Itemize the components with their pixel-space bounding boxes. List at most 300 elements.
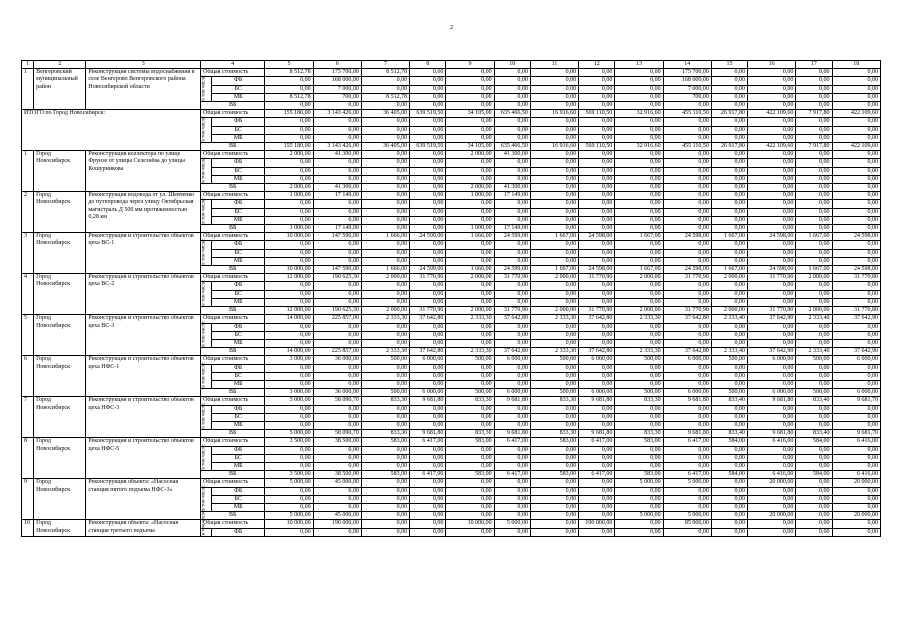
value-cell: 0,00	[832, 487, 880, 495]
value-cell: 20 000,00	[748, 479, 796, 487]
value-cell: 31 770,90	[748, 307, 796, 315]
value-cell: 0,00	[663, 528, 711, 536]
value-cell: 0,00	[663, 454, 711, 462]
value-cell: 0,00	[313, 216, 361, 224]
value-cell: 20 000,00	[748, 512, 796, 520]
value-cell: 0,00	[615, 282, 663, 290]
value-cell: 0,00	[579, 413, 615, 421]
value-cell: 168 000,00	[313, 77, 361, 85]
value-cell: 0,00	[748, 323, 796, 331]
value-cell: 584,00	[796, 471, 832, 479]
value-cell: 9 681,80	[663, 430, 711, 438]
value-cell: 0,00	[410, 225, 446, 233]
value-cell: 0,00	[663, 380, 711, 388]
value-cell: 24 598,00	[579, 266, 615, 274]
value-cell: 0,00	[410, 339, 446, 347]
value-cell: 2 333,40	[796, 315, 832, 323]
incl-label: в том числе:	[201, 446, 212, 471]
value-cell: 583,00	[530, 471, 578, 479]
value-cell: 0,00	[615, 69, 663, 77]
value-cell: 0,00	[494, 208, 530, 216]
value-cell: 0,00	[615, 175, 663, 183]
value-cell: 1 667,00	[796, 233, 832, 241]
value-cell: 0,00	[530, 151, 578, 159]
value-cell: 0,00	[530, 208, 578, 216]
value-cell: 0,00	[361, 102, 409, 110]
value-cell: 2 333,40	[711, 315, 747, 323]
header-cell: 4	[201, 61, 265, 69]
value-cell: 45 000,00	[313, 512, 361, 520]
value-cell: 37 642,80	[579, 315, 615, 323]
value-cell: 833,30	[446, 397, 494, 405]
value-cell: 0,00	[796, 413, 832, 421]
value-cell: 0,00	[313, 323, 361, 331]
municipality: Город Новосибирск	[34, 233, 86, 274]
value-cell: 0,00	[615, 520, 663, 528]
value-cell: 100 000,00	[579, 520, 615, 528]
value-cell: 0,00	[410, 257, 446, 265]
value-cell: 0,00	[615, 200, 663, 208]
value-cell: 8 512,78	[361, 93, 409, 101]
value-cell: 0,00	[579, 118, 615, 126]
value-cell: 0,00	[748, 257, 796, 265]
value-cell: 2 000,00	[796, 274, 832, 282]
source-label: БС	[212, 167, 265, 175]
value-cell: 0,00	[446, 405, 494, 413]
value-cell: 0,00	[832, 495, 880, 503]
header-cell: 18	[832, 61, 880, 69]
header-cell: 16	[748, 61, 796, 69]
value-cell: 0,00	[530, 102, 578, 110]
source-label: БС	[212, 85, 265, 93]
value-cell: 0,00	[530, 282, 578, 290]
value-cell: 17 149,00	[494, 192, 530, 200]
row-number: 1	[22, 151, 34, 192]
value-cell: 0,00	[494, 512, 530, 520]
value-cell: 0,00	[313, 126, 361, 134]
value-cell: 584,00	[796, 438, 832, 446]
value-cell: 0,00	[361, 241, 409, 249]
value-cell: 0,00	[494, 487, 530, 495]
value-cell: 0,00	[748, 528, 796, 536]
value-cell: 0,00	[579, 200, 615, 208]
value-cell: 0,00	[796, 159, 832, 167]
value-cell: 24 599,00	[494, 266, 530, 274]
value-cell: 2 000,00	[446, 307, 494, 315]
value-cell: 0,00	[711, 216, 747, 224]
value-cell: 41 300,00	[313, 151, 361, 159]
value-cell: 500,00	[615, 389, 663, 397]
row-number: 6	[22, 356, 34, 397]
object-name: Реконструкция системы водоснабжения в селе Венгерово Венгеровского района Новосибирской области	[86, 69, 201, 110]
value-cell: 0,00	[579, 134, 615, 142]
source-label: БС	[212, 249, 265, 257]
value-cell: 0,00	[615, 102, 663, 110]
value-cell: 0,00	[711, 159, 747, 167]
value-cell: 31 770,90	[494, 307, 530, 315]
value-cell: 31 770,90	[410, 307, 446, 315]
value-cell: 0,00	[313, 339, 361, 347]
value-cell: 24 598,00	[663, 233, 711, 241]
value-cell: 10 000,00	[446, 520, 494, 528]
value-cell: 0,00	[410, 298, 446, 306]
value-cell: 0,00	[663, 421, 711, 429]
value-cell: 0,00	[579, 331, 615, 339]
value-cell: 0,00	[748, 159, 796, 167]
value-cell: 0,00	[832, 446, 880, 454]
value-cell: 0,00	[832, 184, 880, 192]
value-cell: 9 681,80	[410, 430, 446, 438]
value-cell: 7 000,00	[313, 85, 361, 93]
value-cell: 0,00	[410, 249, 446, 257]
value-cell: 0,00	[494, 118, 530, 126]
value-cell: 1 667,00	[796, 266, 832, 274]
source-label: МБ	[212, 134, 265, 142]
value-cell: 0,00	[832, 175, 880, 183]
value-cell: 0,00	[265, 323, 313, 331]
value-cell: 0,00	[711, 257, 747, 265]
value-cell: 0,00	[265, 421, 313, 429]
value-cell: 0,00	[446, 241, 494, 249]
value-cell: 0,00	[711, 446, 747, 454]
value-cell: 0,00	[410, 159, 446, 167]
value-cell: 0,00	[579, 85, 615, 93]
value-cell: 0,00	[796, 241, 832, 249]
value-cell: 0,00	[663, 372, 711, 380]
value-cell: 0,00	[361, 249, 409, 257]
row-number: 1	[22, 69, 34, 110]
value-cell: 0,00	[361, 298, 409, 306]
value-cell: 0,00	[748, 331, 796, 339]
value-cell: 833,30	[446, 430, 494, 438]
value-cell: 0,00	[796, 479, 832, 487]
value-cell: 0,00	[265, 159, 313, 167]
value-cell: 6 417,00	[410, 471, 446, 479]
value-cell: 190 625,30	[313, 274, 361, 282]
value-cell: 155 180,00	[265, 110, 313, 118]
value-cell: 0,00	[711, 454, 747, 462]
value-cell: 0,00	[530, 118, 578, 126]
value-cell: 0,00	[615, 216, 663, 224]
value-cell: 0,00	[796, 216, 832, 224]
value-cell: 0,00	[530, 77, 578, 85]
value-cell: 24 598,00	[579, 233, 615, 241]
value-cell: 0,00	[832, 69, 880, 77]
value-cell: 0,00	[446, 479, 494, 487]
value-cell: 700,00	[663, 93, 711, 101]
source-label: ВБ	[201, 225, 265, 233]
value-cell: 0,00	[446, 257, 494, 265]
value-cell: 0,00	[711, 364, 747, 372]
header-cell: 13	[615, 61, 663, 69]
value-cell: 0,00	[494, 528, 530, 536]
value-cell: 2 000,00	[361, 307, 409, 315]
value-cell: 0,00	[711, 225, 747, 233]
source-label: ФБ	[212, 241, 265, 249]
value-cell: 0,00	[446, 331, 494, 339]
value-cell: 0,00	[615, 331, 663, 339]
value-cell: 0,00	[796, 69, 832, 77]
value-cell: 0,00	[530, 290, 578, 298]
header-cell: 9	[446, 61, 494, 69]
value-cell: 0,00	[579, 93, 615, 101]
value-cell: 34 105,00	[446, 143, 494, 151]
value-cell: 0,00	[748, 118, 796, 126]
value-cell: 0,00	[711, 462, 747, 470]
value-cell: 0,00	[615, 126, 663, 134]
value-cell: 0,00	[832, 282, 880, 290]
value-cell: 0,00	[748, 249, 796, 257]
value-cell: 0,00	[410, 118, 446, 126]
value-cell: 0,00	[494, 167, 530, 175]
header-cell: 11	[530, 61, 578, 69]
value-cell: 833,30	[361, 430, 409, 438]
value-cell: 225 857,00	[313, 348, 361, 356]
value-cell: 0,00	[361, 192, 409, 200]
value-cell: 0,00	[748, 241, 796, 249]
value-cell: 31 770,90	[579, 274, 615, 282]
value-cell: 0,00	[313, 421, 361, 429]
value-cell: 0,00	[711, 512, 747, 520]
value-cell: 0,00	[494, 421, 530, 429]
value-cell: 0,00	[494, 372, 530, 380]
value-cell: 0,00	[796, 421, 832, 429]
value-cell: 0,00	[663, 200, 711, 208]
value-cell: 0,00	[832, 200, 880, 208]
row-number: 4	[22, 274, 34, 315]
value-cell: 9 681,80	[494, 397, 530, 405]
source-label: МБ	[212, 421, 265, 429]
value-cell: 0,00	[832, 323, 880, 331]
value-cell: 0,00	[313, 528, 361, 536]
value-cell: 0,00	[410, 184, 446, 192]
value-cell: 0,00	[446, 126, 494, 134]
value-cell: 0,00	[410, 487, 446, 495]
source-label: ВБ	[201, 512, 265, 520]
value-cell: 455 110,50	[663, 110, 711, 118]
value-cell: 0,00	[796, 528, 832, 536]
value-cell: 37 642,80	[579, 348, 615, 356]
value-cell: 0,00	[313, 241, 361, 249]
row-number: 5	[22, 315, 34, 356]
value-cell: 26 917,80	[711, 143, 747, 151]
value-cell: 0,00	[579, 446, 615, 454]
municipality: Город Новосибирск	[34, 520, 86, 536]
value-cell: 0,00	[579, 257, 615, 265]
value-cell: 0,00	[265, 126, 313, 134]
source-label: БС	[212, 290, 265, 298]
value-cell: 584,00	[711, 438, 747, 446]
value-cell: 0,00	[711, 487, 747, 495]
value-cell: 2 333,30	[446, 315, 494, 323]
value-cell: 0,00	[748, 446, 796, 454]
value-cell: 0,00	[832, 520, 880, 528]
value-cell: 0,00	[361, 159, 409, 167]
value-cell: 14 000,00	[265, 348, 313, 356]
value-cell: 455 110,50	[663, 143, 711, 151]
value-cell: 833,30	[615, 430, 663, 438]
value-cell: 0,00	[361, 216, 409, 224]
value-cell: 9 681,80	[748, 397, 796, 405]
value-cell: 37 642,80	[410, 348, 446, 356]
cost-label: Общая стоимость	[201, 233, 265, 241]
value-cell: 0,00	[748, 93, 796, 101]
value-cell: 0,00	[579, 102, 615, 110]
source-label: МБ	[212, 339, 265, 347]
value-cell: 0,00	[313, 495, 361, 503]
value-cell: 0,00	[796, 93, 832, 101]
row-number: 3	[22, 233, 34, 274]
source-label: МБ	[212, 503, 265, 511]
value-cell: 0,00	[494, 479, 530, 487]
value-cell: 7 917,80	[796, 110, 832, 118]
value-cell: 0,00	[832, 167, 880, 175]
value-cell: 0,00	[446, 495, 494, 503]
value-cell: 0,00	[530, 85, 578, 93]
value-cell: 0,00	[530, 331, 578, 339]
value-cell: 0,00	[530, 241, 578, 249]
value-cell: 0,00	[711, 339, 747, 347]
value-cell: 0,00	[711, 192, 747, 200]
value-cell: 0,00	[748, 495, 796, 503]
value-cell: 0,00	[494, 69, 530, 77]
value-cell: 0,00	[530, 184, 578, 192]
cost-label: Общая стоимость	[201, 438, 265, 446]
value-cell: 0,00	[796, 364, 832, 372]
value-cell: 0,00	[796, 495, 832, 503]
value-cell: 9 681,80	[748, 430, 796, 438]
value-cell: 0,00	[265, 495, 313, 503]
value-cell: 0,00	[748, 200, 796, 208]
value-cell: 6 000,00	[410, 356, 446, 364]
table-row	[22, 438, 881, 446]
value-cell: 0,00	[711, 380, 747, 388]
value-cell: 0,00	[663, 405, 711, 413]
value-cell: 0,00	[796, 225, 832, 233]
value-cell: 0,00	[748, 298, 796, 306]
value-cell: 0,00	[410, 405, 446, 413]
object-name: Реконструкция объекта: «Насосная станция третьего подъема	[86, 520, 201, 536]
value-cell: 0,00	[494, 290, 530, 298]
value-cell: 3 143 426,00	[313, 110, 361, 118]
value-cell: 0,00	[579, 421, 615, 429]
municipality: Город Новосибирск	[34, 438, 86, 479]
value-cell: 0,00	[530, 200, 578, 208]
value-cell: 500,00	[446, 356, 494, 364]
value-cell: 500,00	[796, 389, 832, 397]
value-cell: 0,00	[832, 364, 880, 372]
value-cell: 0,00	[494, 462, 530, 470]
value-cell: 0,00	[361, 462, 409, 470]
value-cell: 0,00	[530, 495, 578, 503]
value-cell: 0,00	[361, 151, 409, 159]
object-name: Реконструкция и строительство объектов цеха ВС-3	[86, 315, 201, 356]
value-cell: 24 599,00	[410, 266, 446, 274]
value-cell: 0,00	[446, 380, 494, 388]
value-cell: 9 681,80	[663, 397, 711, 405]
value-cell: 0,00	[313, 208, 361, 216]
value-cell: 0,00	[579, 225, 615, 233]
cost-label: Общая стоимость	[201, 479, 265, 487]
value-cell: 0,00	[265, 257, 313, 265]
cost-label: Общая стоимость	[201, 315, 265, 323]
value-cell: 6 417,00	[494, 471, 530, 479]
value-cell: 0,00	[615, 339, 663, 347]
row-number: 9	[22, 479, 34, 520]
value-cell: 583,00	[446, 438, 494, 446]
value-cell: 0,00	[530, 405, 578, 413]
cost-label: Общая стоимость	[201, 192, 265, 200]
value-cell: 2 000,00	[711, 307, 747, 315]
value-cell: 0,00	[832, 208, 880, 216]
value-cell: 0,00	[494, 216, 530, 224]
value-cell: 0,00	[748, 126, 796, 134]
value-cell: 0,00	[530, 421, 578, 429]
incl-label: в том числе:	[201, 487, 212, 512]
value-cell: 1 667,00	[615, 266, 663, 274]
value-cell: 0,00	[494, 364, 530, 372]
value-cell: 0,00	[832, 118, 880, 126]
value-cell: 2 000,00	[615, 307, 663, 315]
object-name: Реконструкция водовода от ул. Шевченко до путепровода через улицу Октябрьская магистраль Д 500 мм протяженностью 0,28 км	[86, 192, 201, 233]
value-cell: 2 000,00	[530, 274, 578, 282]
value-cell: 31 770,80	[832, 274, 880, 282]
value-cell: 500,00	[361, 389, 409, 397]
value-cell: 0,00	[361, 495, 409, 503]
value-cell: 10 000,00	[265, 233, 313, 241]
value-cell: 36 405,00	[361, 143, 409, 151]
value-cell: 0,00	[446, 323, 494, 331]
value-cell: 0,00	[410, 446, 446, 454]
table-row	[22, 274, 881, 282]
value-cell: 190 000,00	[313, 520, 361, 528]
value-cell: 0,00	[615, 364, 663, 372]
value-cell: 0,00	[832, 216, 880, 224]
value-cell: 0,00	[410, 208, 446, 216]
value-cell: 0,00	[361, 126, 409, 134]
header-cell: 5	[265, 61, 313, 69]
value-cell: 5 000,00	[663, 512, 711, 520]
source-label: ФБ	[212, 77, 265, 85]
value-cell: 0,00	[579, 495, 615, 503]
value-cell: 0,00	[410, 93, 446, 101]
value-cell: 2 000,00	[265, 184, 313, 192]
value-cell: 0,00	[663, 462, 711, 470]
value-cell: 0,00	[663, 331, 711, 339]
value-cell: 0,00	[832, 503, 880, 511]
value-cell: 0,00	[530, 520, 578, 528]
value-cell: 0,00	[446, 339, 494, 347]
value-cell: 0,00	[615, 462, 663, 470]
value-cell: 0,00	[711, 151, 747, 159]
value-cell: 0,00	[361, 503, 409, 511]
table-row	[22, 315, 881, 323]
value-cell: 9 681,80	[579, 430, 615, 438]
value-cell: 0,00	[711, 520, 747, 528]
value-cell: 0,00	[530, 528, 578, 536]
value-cell: 6 000,00	[579, 356, 615, 364]
source-label: ФБ	[212, 200, 265, 208]
value-cell: 0,00	[265, 249, 313, 257]
value-cell: 0,00	[796, 372, 832, 380]
value-cell: 6 000,00	[410, 389, 446, 397]
value-cell: 1 666,00	[446, 233, 494, 241]
value-cell: 31 770,90	[494, 274, 530, 282]
value-cell: 0,00	[361, 134, 409, 142]
value-cell: 0,00	[313, 487, 361, 495]
value-cell: 17 149,00	[313, 192, 361, 200]
value-cell: 0,00	[748, 184, 796, 192]
